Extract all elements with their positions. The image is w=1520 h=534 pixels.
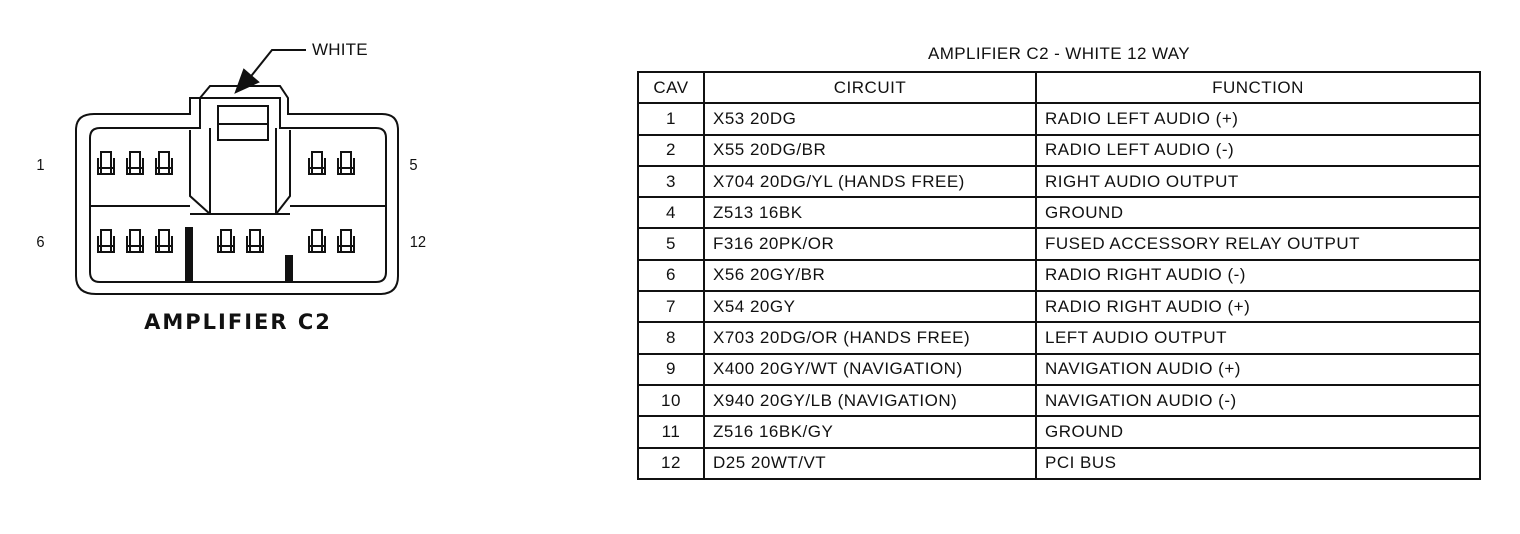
pin-cavity	[338, 152, 354, 174]
cav-cell: 7	[638, 291, 704, 322]
cav-cell: 2	[638, 135, 704, 166]
function-cell: LEFT AUDIO OUTPUT	[1036, 322, 1480, 353]
table-row	[638, 103, 1480, 134]
function-cell: FUSED ACCESSORY RELAY OUTPUT	[1036, 228, 1480, 259]
circuit-cell: F316 20PK/OR	[704, 228, 1036, 259]
pin-label-bottom-right: 12	[409, 234, 427, 251]
table-row	[638, 166, 1480, 197]
circuit-cell: X53 20DG	[704, 103, 1036, 134]
pin-cavity	[98, 152, 114, 174]
table-row	[638, 197, 1480, 228]
pin-label-bottom-left: 6	[36, 234, 45, 251]
cav-cell: 9	[638, 354, 704, 385]
table-row	[638, 416, 1480, 447]
keyway-slot	[186, 228, 192, 280]
callout-arrowhead	[236, 70, 258, 92]
function-cell: GROUND	[1036, 197, 1480, 228]
cav-cell: 1	[638, 103, 704, 134]
cav-cell: 3	[638, 166, 704, 197]
pin-cavity	[127, 152, 143, 174]
function-cell: NAVIGATION AUDIO (-)	[1036, 385, 1480, 416]
circuit-cell: X55 20DG/BR	[704, 135, 1036, 166]
cav-cell: 5	[638, 228, 704, 259]
connector-inner-housing	[90, 98, 386, 282]
circuit-cell: Z513 16BK	[704, 197, 1036, 228]
circuit-cell: D25 20WT/VT	[704, 448, 1036, 479]
column-header-cav: CAV	[638, 72, 704, 103]
pin-cavity	[247, 230, 263, 252]
column-header-circuit: CIRCUIT	[704, 72, 1036, 103]
function-cell: RADIO LEFT AUDIO (-)	[1036, 135, 1480, 166]
pin-label-top-left: 1	[36, 157, 45, 174]
function-cell: RADIO RIGHT AUDIO (+)	[1036, 291, 1480, 322]
connector-outer-shell	[76, 86, 398, 294]
connector-face-diagram	[0, 0, 640, 534]
function-cell: RADIO RIGHT AUDIO (-)	[1036, 260, 1480, 291]
circuit-cell: X56 20GY/BR	[704, 260, 1036, 291]
table-row	[638, 385, 1480, 416]
cavity-table	[637, 71, 1481, 480]
circuit-cell: X400 20GY/WT (NAVIGATION)	[704, 354, 1036, 385]
pin-cavity	[309, 152, 325, 174]
function-cell: PCI BUS	[1036, 448, 1480, 479]
cav-cell: 4	[638, 197, 704, 228]
keyway-slot	[286, 256, 292, 282]
column-header-function: FUNCTION	[1036, 72, 1480, 103]
pin-cavity	[309, 230, 325, 252]
cav-cell: 10	[638, 385, 704, 416]
table-row	[638, 260, 1480, 291]
cav-cell: 8	[638, 322, 704, 353]
pin-cavity	[156, 152, 172, 174]
pin-cavity	[218, 230, 234, 252]
cav-cell: 6	[638, 260, 704, 291]
circuit-cell: X704 20DG/YL (HANDS FREE)	[704, 166, 1036, 197]
pin-label-top-right: 5	[409, 157, 418, 174]
pin-cavity	[127, 230, 143, 252]
table-title: AMPLIFIER C2 - WHITE 12 WAY	[927, 44, 1191, 63]
cav-cell: 12	[638, 448, 704, 479]
table-row	[638, 135, 1480, 166]
cav-cell: 11	[638, 416, 704, 447]
circuit-cell: X703 20DG/OR (HANDS FREE)	[704, 322, 1036, 353]
function-cell: NAVIGATION AUDIO (+)	[1036, 354, 1480, 385]
table-header-row	[638, 72, 1480, 103]
circuit-cell: Z516 16BK/GY	[704, 416, 1036, 447]
circuit-cell: X54 20GY	[704, 291, 1036, 322]
pin-cavity	[338, 230, 354, 252]
table-row	[638, 448, 1480, 479]
pin-cavity	[156, 230, 172, 252]
function-cell: GROUND	[1036, 416, 1480, 447]
callout-leader	[248, 50, 306, 80]
pin-cavity	[98, 230, 114, 252]
table-row	[638, 322, 1480, 353]
table-row	[638, 228, 1480, 259]
function-cell: RIGHT AUDIO OUTPUT	[1036, 166, 1480, 197]
table-row	[638, 291, 1480, 322]
circuit-cell: X940 20GY/LB (NAVIGATION)	[704, 385, 1036, 416]
table-row	[638, 354, 1480, 385]
function-cell: RADIO LEFT AUDIO (+)	[1036, 103, 1480, 134]
callout-white-label: WHITE	[312, 40, 368, 59]
connector-name: AMPLIFIER C2	[144, 310, 332, 334]
pin-cavities	[98, 152, 354, 252]
